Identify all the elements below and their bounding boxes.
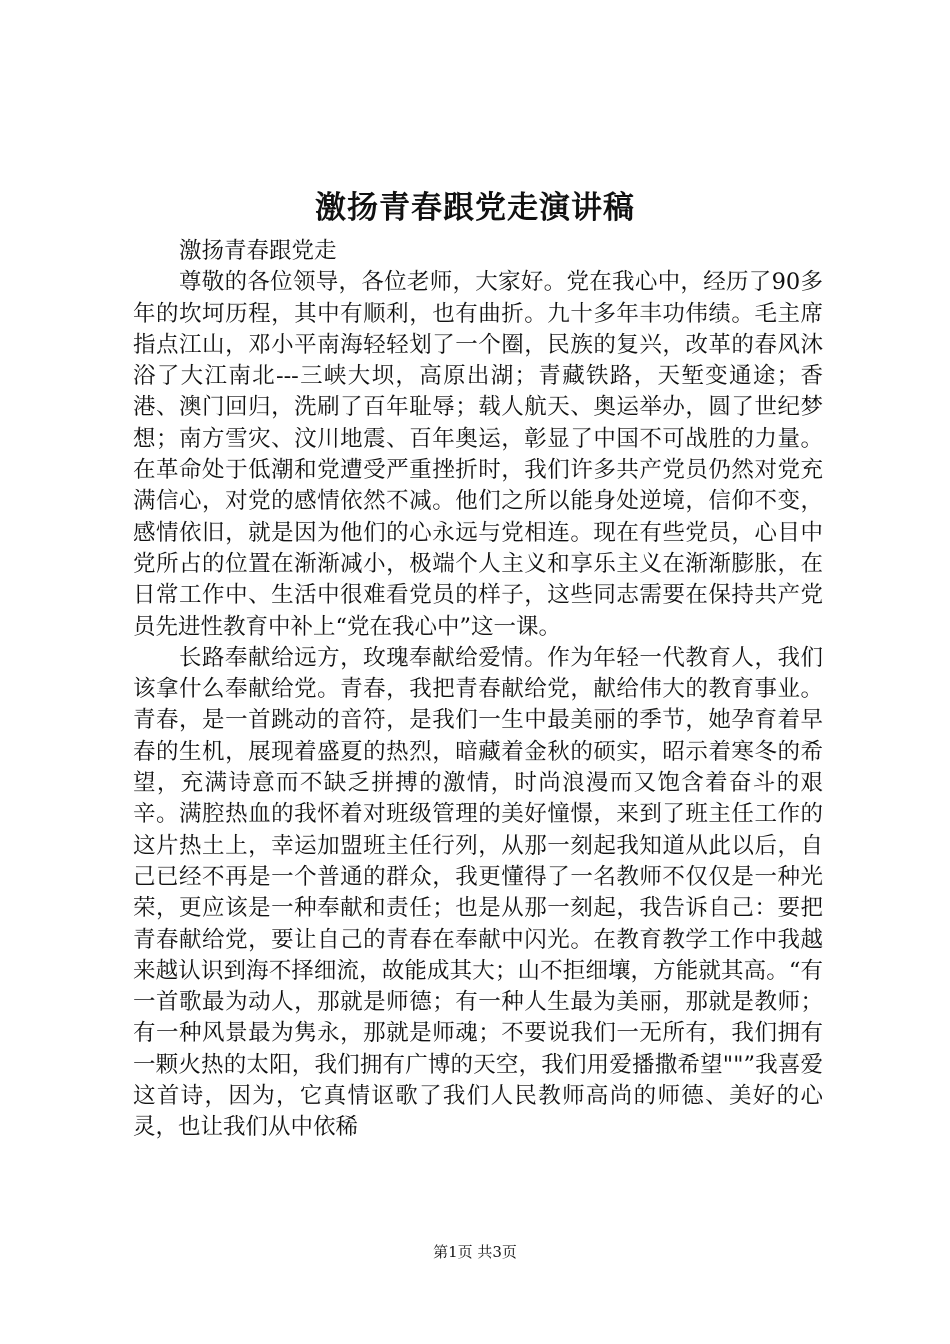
page-footer: 第1页 共3页 xyxy=(433,1243,517,1261)
paragraph: 尊敬的各位领导，各位老师，大家好。党在我心中，经历了90多年的坎坷历程，其中有顺利，也有曲折。九十多年丰功伟绩。毛主席指点江山，邓小平南海轻轻划了一个圈，民族的复兴，改革的春风沐浴了大江南北---三峡大坝，高原出湖；青藏铁路，天堑变通途；香港、澳门回归，洗刷了百年耻辱；载人航天、奥运举办，圆了世纪梦想；南方雪灾、汶川地震、百年奥运，彰显了中国不可战胜的力量。在革命处于低潮和党遭受严重挫折时，我们许多共产党员仍然对党充满信心，对党的感情依然不减。他们之所以能身处逆境，信仰不变，感情依旧，就是因为他们的心永远与党相连。现在有些党员，心目中党所占的位置在渐渐减小，极端个人主义和享乐主义在渐渐膨胀，在日常工作中、生活中很难看党员的样子，这些同志需要在保持共产党员先进性教育中补上“党在我心中”这一课。 xyxy=(133,269,823,640)
document-title: 激扬青春跟党走演讲稿 xyxy=(315,190,635,226)
document-subtitle: 激扬青春跟党走 xyxy=(179,238,337,264)
document-body xyxy=(133,236,823,1144)
paragraph: 长路奉献给远方，玫瑰奉献给爱情。作为年轻一代教育人，我们该拿什么奉献给党。青春，我把青春献给党，献给伟大的教育事业。青春，是一首跳动的音符，是我们一生中最美丽的季节，她孕育着早春的生机，展现着盛夏的热烈，暗藏着金秋的硕实，昭示着寒冬的希望，充满诗意而不缺乏拼搏的激情，时尚浪漫而又饱含着奋斗的艰辛。满腔热血的我怀着对班级管理的美好憧憬，来到了班主任工作的这片热土上，幸运加盟班主任行列，从那一刻起我知道从此以后，自己已经不再是一个普通的群众，我更懂得了一名教师不仅仅是一种光荣，更应该是一种奉献和责任；也是从那一刻起，我告诉自己：要把青春献给党，要让自己的青春在奉献中闪光。在教育教学工作中我越来越认识到海不择细流，故能成其大；山不拒细壤，方能就其高。“有一首歌最为动人，那就是师德；有一种人生最为美丽，那就是教师；有一种风景最为隽永，那就是师魂；不要说我们一无所有，我们拥有一颗火热的太阳，我们拥有广博的天空，我们用爱播撒希望""”我喜爱这首诗，因为，它真情讴歌了我们人民教师高尚的师德、美好的心灵，也让我们从中依稀 xyxy=(133,644,823,1141)
